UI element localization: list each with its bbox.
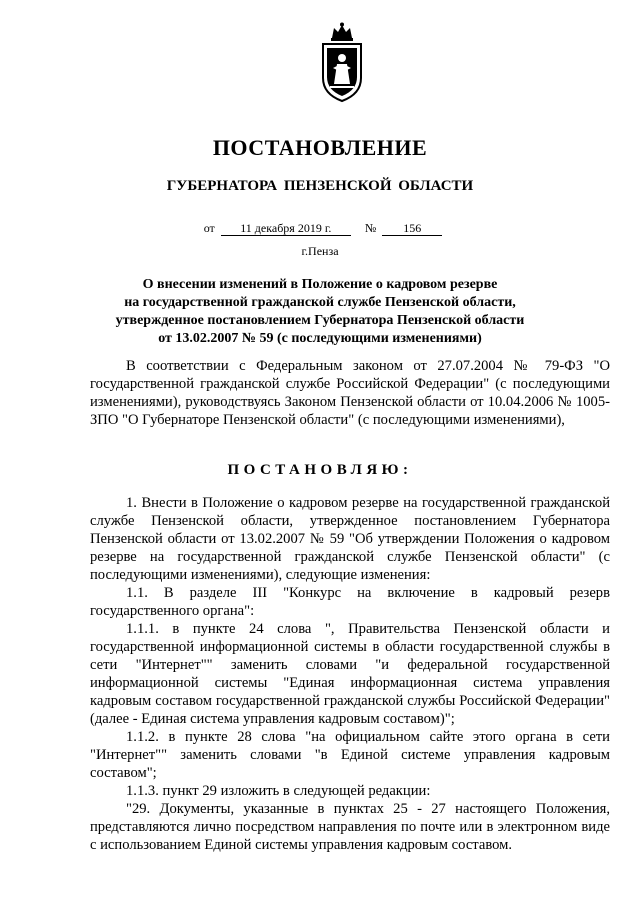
heading-line: от 13.02.2007 № 59 (с последующими изменениями) bbox=[158, 331, 482, 346]
heading-line: на государственной гражданской службе Пензенской области, bbox=[124, 295, 516, 310]
heading-line: О внесении изменений в Положение о кадровом резерве bbox=[142, 277, 498, 292]
date-number-line bbox=[0, 221, 640, 236]
paragraph: 1. Внести в Положение о кадровом резерве на государственной гражданской службе Пензенской области, утвержденное постановлением Губернатора Пензенской области от 13.02.2007 № 59 "Об утверждении Положения о кадровом резерве на государственной гражданской службе Пензенской области" (с последующими изменениями), следующие изменения: bbox=[90, 495, 610, 583]
document-title: ПОСТАНОВЛЕНИЕ bbox=[212, 135, 428, 160]
paragraph: 1.1.2. в пункте 28 слова "на официальном сайте этого органа в сети "Интернет"" заменить словами "в Единой системе управления кадровым составом"; bbox=[90, 729, 610, 781]
issuer-line: ГУБЕРНАТОРА ПЕНЗЕНСКОЙ ОБЛАСТИ bbox=[166, 178, 474, 194]
date-prefix: от bbox=[203, 221, 215, 235]
document-date: 11 декабря 2019 г. bbox=[221, 221, 351, 236]
place-of-issue: г.Пенза bbox=[301, 244, 339, 258]
preamble-block bbox=[90, 357, 610, 429]
document-heading bbox=[80, 276, 560, 348]
document-number: 156 bbox=[382, 221, 442, 236]
heading-line: утвержденное постановлением Губернатора Пензенской области bbox=[115, 313, 525, 328]
paragraph: "29. Документы, указанные в пунктах 25 - 27 настоящего Положения, представляются лично посредством направления по почте или в электронном виде с использованием Единой системы управления кадровым составом. bbox=[90, 801, 610, 853]
number-sign: № bbox=[364, 221, 377, 235]
decree-word: ПОСТАНОВЛЯЮ: bbox=[227, 462, 413, 478]
coat-of-arms-icon bbox=[319, 22, 365, 104]
paragraph: 1.1.3. пункт 29 изложить в следующей редакции: bbox=[126, 783, 431, 799]
paragraph: 1.1.1. в пункте 24 слова ", Правительства Пензенской области и государственной информационной системы в области государственной службы в сети "Интернет"" заменить словами "и федеральной государственной информационной системы "Единая информационная система управления кадровым составом государственной гражданской службы Российской Федерации" (далее - Единая система управления кадровым составом)"; bbox=[90, 621, 610, 727]
paragraph: 1.1. В разделе III "Конкурс на включение в кадровый резерв государственного органа": bbox=[90, 585, 610, 619]
body-text bbox=[90, 494, 610, 854]
preamble-paragraph: В соответствии с Федеральным законом от 27.07.2004 № 79-ФЗ "О государственной гражданской службе Российской Федерации" (с последующими изменениями), руководствуясь Законом Пензенской области от 10.04.2006 № 1005-ЗПО "О Губернаторе Пензенской области" (с последующими изменениями), bbox=[90, 358, 610, 428]
